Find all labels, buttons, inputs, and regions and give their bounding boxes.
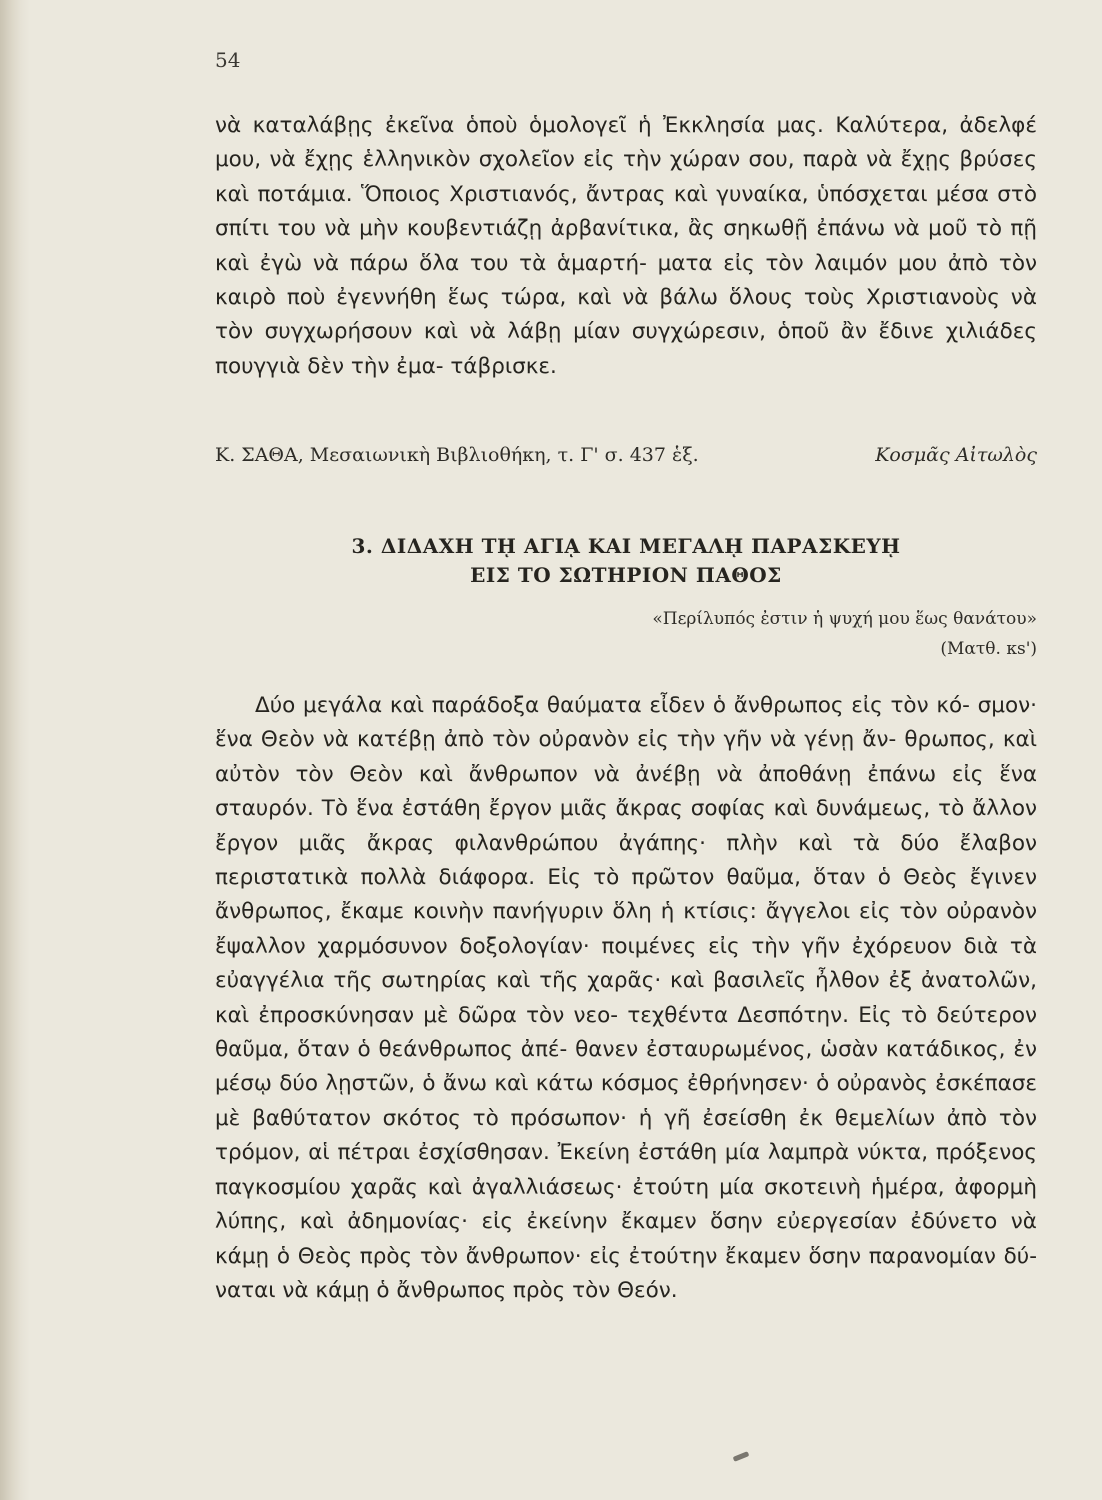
section-title	[215, 532, 1037, 590]
epigraph-reference: (Ματθ. κs')	[940, 639, 1037, 659]
section-title-line-1: 3. ΔΙΔΑΧΗ Τῌ ΑΓΙᾼ ΚΑΙ ΜΕΓΑΛῌ ΠΑΡΑΣΚΕΥῌ	[351, 534, 901, 558]
citation-source: Κ. ΣΑΘΑ, Μεσαιωνικὴ Βιβλιοθήκη, τ. Γ' σ. 437 ἑξ.	[215, 444, 699, 466]
body-paragraph: Δύο μεγάλα καὶ παράδοξα θαύματα εἶδεν ὁ ἄνθρωπος εἰς τὸν κό- σμον· ἕνα Θεὸν νὰ κατέβῃ ἀπὸ τὸν οὐρανὸν εἰς τὴν γῆν νὰ γένῃ ἄν- θρωπος, καὶ αὐτὸν τὸν Θεὸν καὶ ἄνθρωπον νὰ ἀνέβῃ νὰ ἀποθάνῃ ἐπάνω εἰς ἕνα σταυρόν. Τὸ ἕνα ἐστάθη ἔργον μιᾶς ἄκρας σοφίας καὶ δυνάμεως, τὸ ἄλλον ἔργον μιᾶς ἄκρας φιλανθρώπου ἀγάπης· πλὴν καὶ τὰ δύο ἔλαβον περιστατικὰ πολλὰ διάφορα. Εἰς τὸ πρῶτον θαῦμα, ὅταν ὁ Θεὸς ἔγινεν ἄνθρωπος, ἔκαμε κοινὴν πανήγυριν ὅλη ἡ κτίσις: ἄγγελοι εἰς τὸν οὐρανὸν ἔψαλλον χαρμόσυνον δοξολογίαν· ποιμένες εἰς τὴν γῆν ἐχόρευον διὰ τὰ εὐαγγέλια τῆς σωτηρίας καὶ τῆς χαρᾶς· καὶ βασιλεῖς ἦλθον ἐξ ἀνατολῶν, καὶ ἐπροσκύνησαν μὲ δῶρα τὸν νεο- τεχθέντα Δεσπότην. Εἰς τὸ δεύτερον θαῦμα, ὅταν ὁ θεάνθρωπος ἀπέ- θανεν ἐσταυρωμένος, ὡσὰν κατάδικος, ἐν μέσῳ δύο λῃστῶν, ὁ ἄνω καὶ κάτω κόσμος ἐθρήνησεν· ὁ οὐρανὸς ἐσκέπασε μὲ βαθύτατον σκότος τὸ πρόσωπον· ἡ γῆ ἐσείσθη ἐκ θεμελίων ἀπὸ τὸν τρόμον, αἱ πέτραι ἐσχίσθησαν. Ἐκείνη ἐστάθη μία λαμπρὰ νύκτα, πρόξενος παγκοσμίου χαρᾶς καὶ ἀγαλλιάσεως· ἐτούτη μία σκοτεινὴ ἡμέρα, ἀφορμὴ λύπης, καὶ ἀδημονίας· εἰς ἐκείνην ἔκαμεν ὅσην εὐεργεσίαν ἐδύνετο νὰ κάμῃ ὁ Θεὸς πρὸς τὸν ἄνθρωπον· εἰς ἐτούτην ἔκαμεν ὅσην παρανομίαν δύ- ναται νὰ κάμῃ ὁ ἄνθρωπος πρὸς τὸν Θεόν.	[215, 693, 1037, 1303]
top-text-block	[215, 109, 1037, 384]
binding-edge	[0, 0, 30, 1500]
page-number: 54	[215, 48, 241, 72]
body-text-block	[215, 689, 1037, 1308]
epigraph	[215, 604, 1037, 664]
ink-mark	[733, 1451, 750, 1462]
citation	[215, 444, 1037, 466]
section-title-line-2: ΕΙΣ ΤΟ ΣΩΤΗΡΙΟΝ ΠΑΘΟΣ	[470, 563, 782, 587]
top-paragraph: νὰ καταλάβῃς ἐκεῖνα ὁποὺ ὁμολογεῖ ἡ Ἐκκλησία μας. Καλύτερα, ἀδελφέ μου, νὰ ἔχῃς ἑλληνικὸν σχολεῖον εἰς τὴν χώραν σου, παρὰ νὰ ἔχῃς βρύσες καὶ ποτάμια. Ὅποιος Χριστιανός, ἄντρας καὶ γυναίκα, ὑπόσχεται μέσα στὸ σπίτι του νὰ μὴν κουβεντιάζῃ ἀρβανίτικα, ἂς σηκωθῇ ἐπάνω νὰ μοῦ τὸ πῇ καὶ ἐγὼ νὰ πάρω ὅλα του τὰ ἁμαρτή- ματα εἰς τὸν λαιμόν μου ἀπὸ τὸν καιρὸ ποὺ ἐγεννήθη ἕως τώρα, καὶ νὰ βάλω ὅλους τοὺς Χριστιανοὺς νὰ τὸν συγχωρήσουν καὶ νὰ λάβῃ μίαν συγχώρεσιν, ὁποῦ ἂν ἔδινε χιλιάδες πουγγιὰ δὲν τὴν ἐμα- τάβρισκε.	[215, 113, 1037, 379]
epigraph-quote: «Περίλυπός ἐστιν ἡ ψυχή μου ἕως θανάτου»	[652, 609, 1037, 629]
citation-author: Κοσμᾶς Αἰτωλὸς	[875, 444, 1037, 466]
